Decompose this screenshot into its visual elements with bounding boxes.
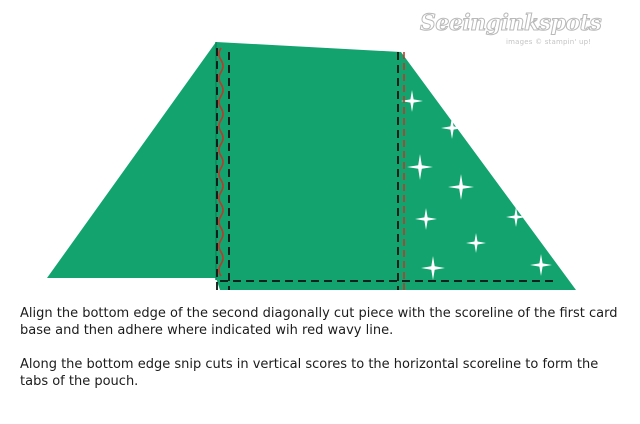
instruction-paragraph-1: Align the bottom edge of the second diagonally cut piece with the scoreline of the first card base and then adhere where indicated wih red wavy line.: [20, 306, 618, 338]
first-card-base: [216, 42, 576, 290]
instructions: [20, 305, 620, 407]
instruction-paragraph-2: Along the bottom edge snip cuts in vertical scores to the horizontal scoreline to form the tabs of the pouch.: [20, 357, 599, 389]
watermark: [420, 10, 630, 54]
second-diagonal-piece: [47, 42, 230, 278]
watermark-tagline: images © stampin' up!: [506, 38, 592, 46]
watermark-brand: Seeinginkspots: [420, 10, 602, 36]
